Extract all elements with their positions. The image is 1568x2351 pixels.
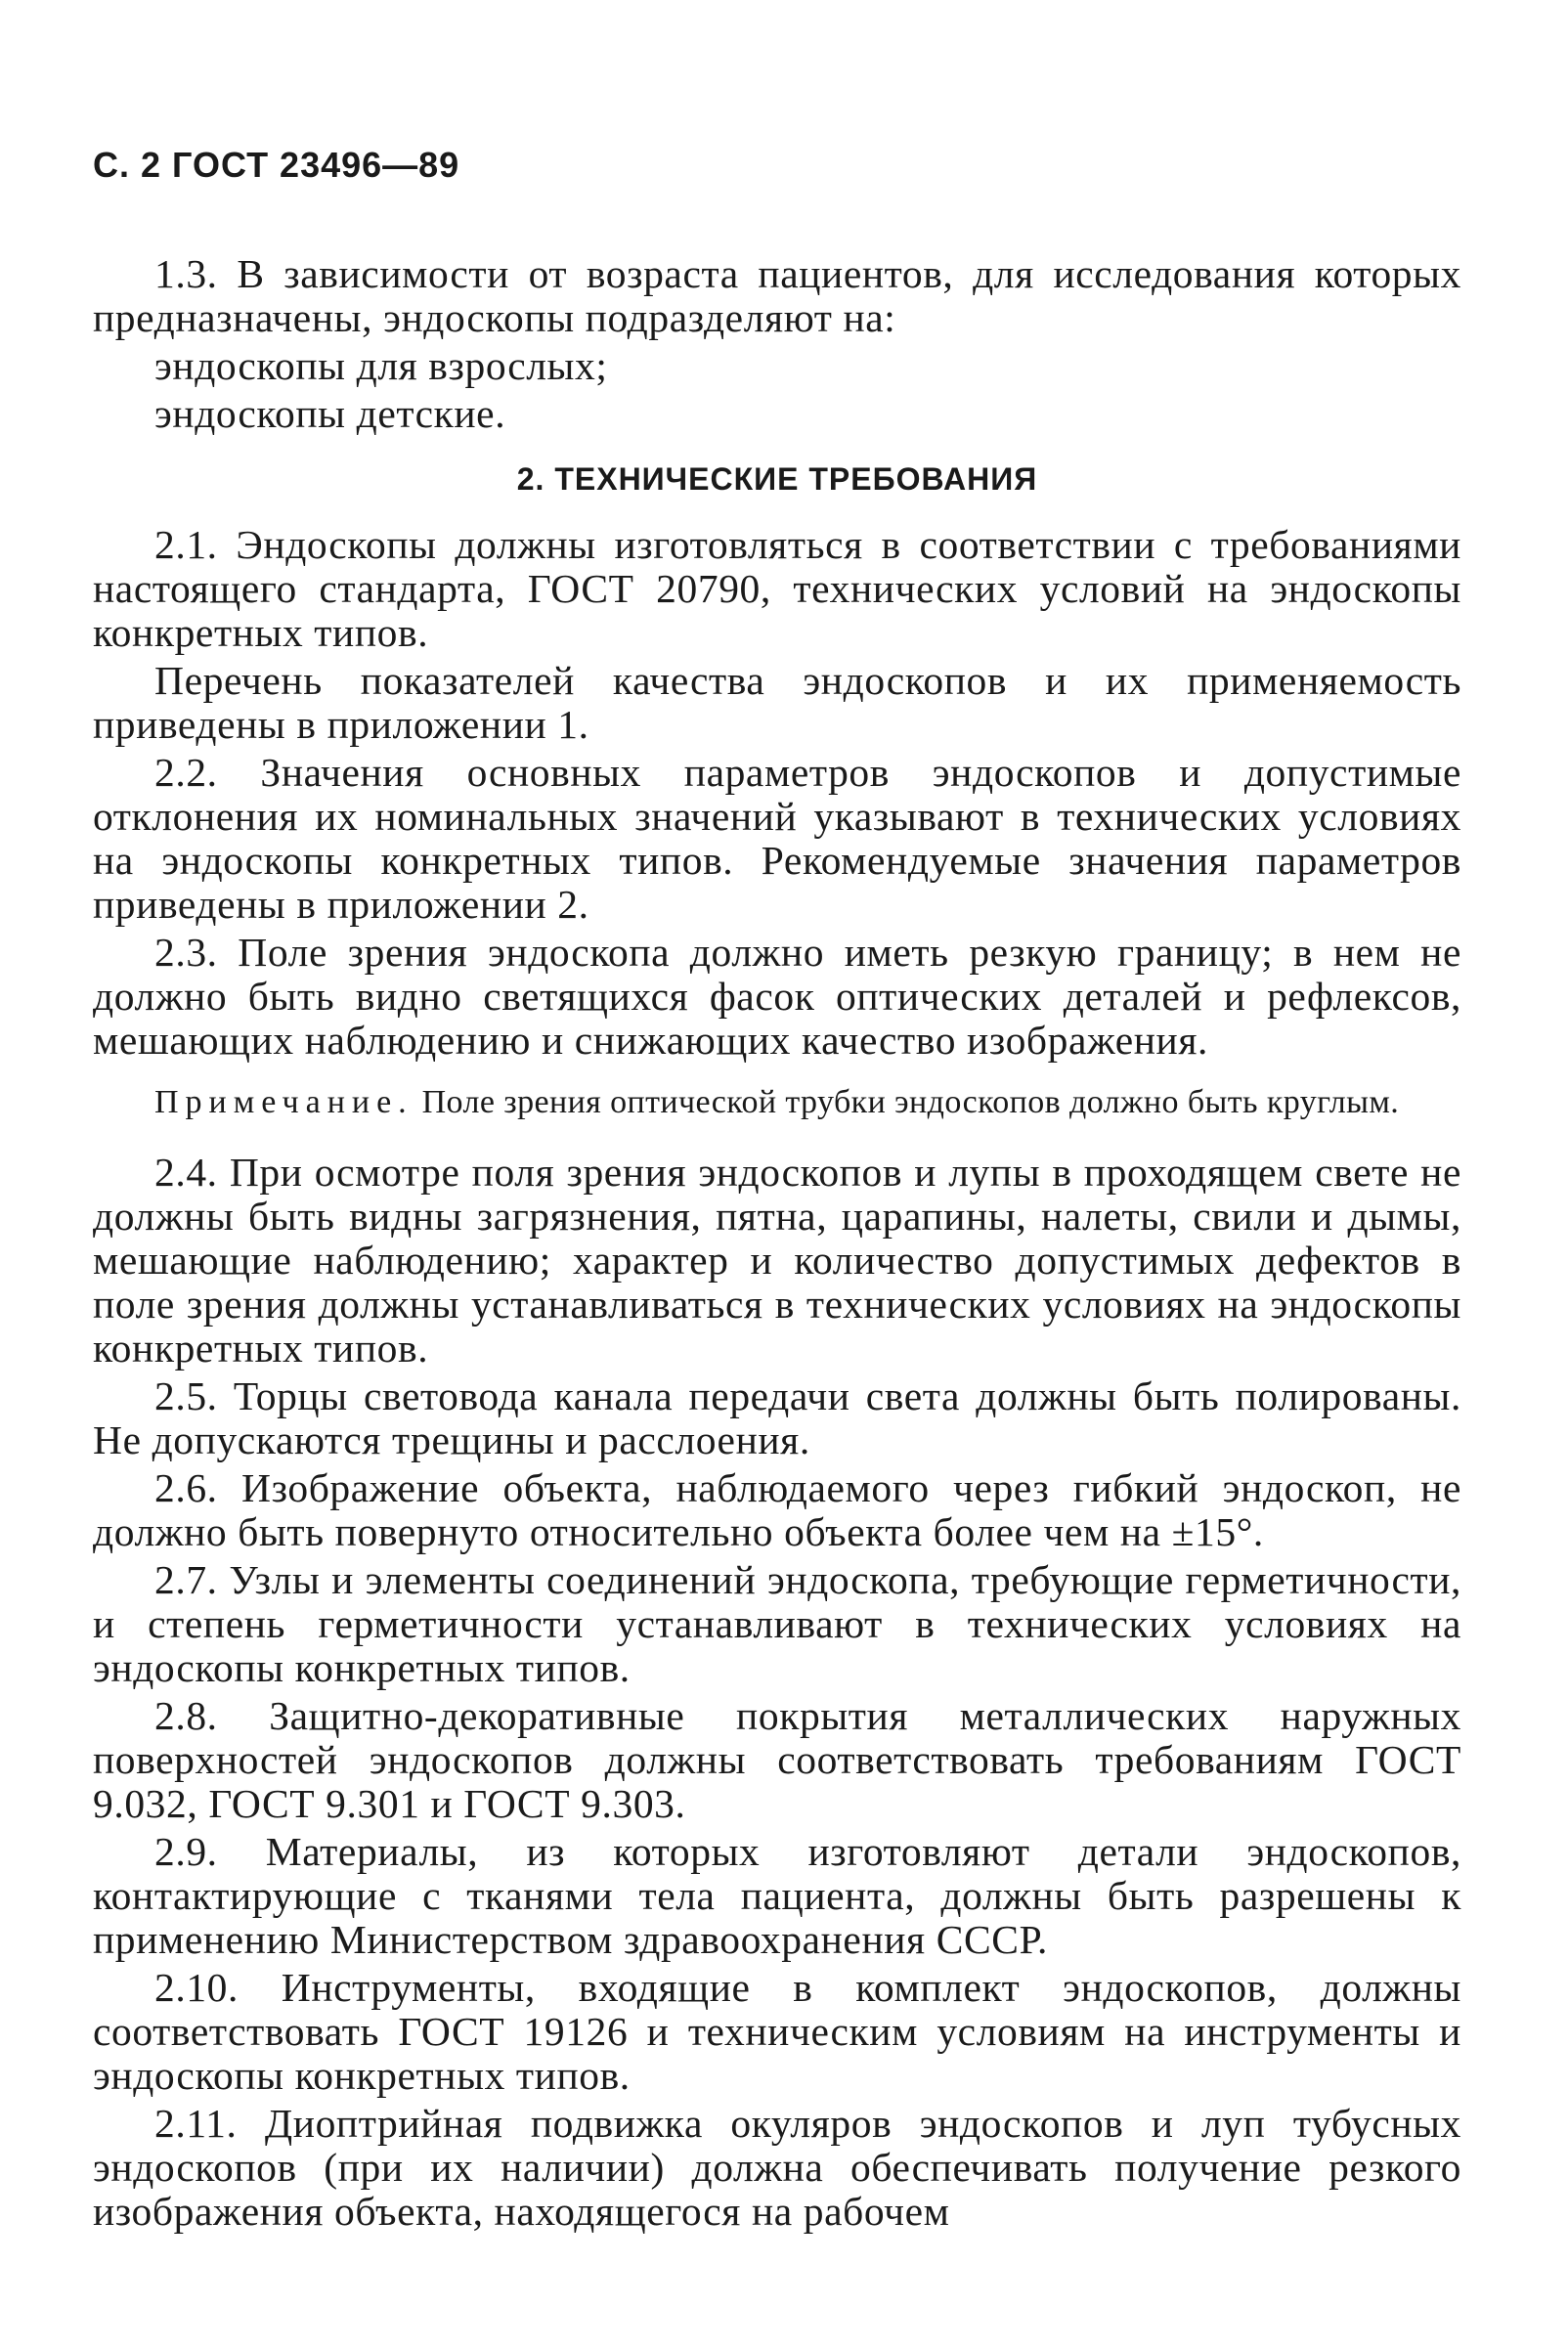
paragraph-2-1-list: Перечень показателей качества эндоскопов и их применяемость приведены в приложении 1. bbox=[93, 658, 1461, 747]
list-item-adults: эндоскопы для взрослых; bbox=[154, 343, 608, 388]
paragraph-2-4: 2.4. При осмотре поля зрения эндоскопов и лупы в проходящем свете не должны быть видны загрязнения, пятна, царапины, налеты, свили и дымы, мешающие наблюдению; характер и количество допустимых дефектов в поле зрения должны устанавливаться в технических условиях на эндоскопы конкретных типов. bbox=[93, 1150, 1461, 1371]
list-item-children: эндоскопы детские. bbox=[154, 391, 506, 436]
paragraph-2-6: 2.6. Изображение объекта, наблюдаемого через гибкий эндоскоп, не должно быть повернуто относительно объекта более чем на ±15°. bbox=[93, 1465, 1461, 1554]
note bbox=[93, 1084, 1461, 1121]
paragraph-2-9: 2.9. Материалы, из которых изготовляют детали эндоскопов, контактирующие с тканями тела пациента, должны быть разрешены к применению Министерством здравоохранения СССР. bbox=[93, 1829, 1461, 1962]
section-title: 2. ТЕХНИЧЕСКИЕ ТРЕБОВАНИЯ bbox=[516, 461, 1038, 497]
intro-block bbox=[93, 252, 1461, 436]
section-body-2 bbox=[93, 1151, 1461, 2234]
paragraph-1-3: 1.3. В зависимости от возраста пациентов, для исследования которых предназначены, эндоскопы подразделяют на: bbox=[93, 251, 1461, 340]
paragraph-2-7: 2.7. Узлы и элементы соединений эндоскопа, требующие герметичности, и степень герметичности устанавливают в технических условиях на эндоскопы конкретных типов. bbox=[93, 1557, 1461, 1690]
paragraph-2-8: 2.8. Защитно-декоративные покрытия металлических наружных поверхностей эндоскопов должны соответствовать требованиям ГОСТ 9.032, ГОСТ 9.301 и ГОСТ 9.303. bbox=[93, 1693, 1461, 1826]
note-label: Примечание. bbox=[154, 1084, 414, 1120]
note-text: Поле зрения оптической трубки эндоскопов должно быть круглым. bbox=[421, 1084, 1400, 1120]
section-body bbox=[93, 523, 1461, 1063]
page-header: С. 2 ГОСТ 23496—89 bbox=[93, 145, 460, 185]
paragraph-2-2: 2.2. Значения основных параметров эндоскопов и допустимые отклонения их номинальных значений указывают в технических условиях на эндоскопы конкретных типов. Рекомендуемые значения параметров приведены в приложении 2. bbox=[93, 750, 1461, 927]
document-page bbox=[93, 145, 1461, 2238]
paragraph-2-1: 2.1. Эндоскопы должны изготовляться в соответствии с требованиями настоящего стандарта, ГОСТ 20790, технических условий на эндоскопы конкретных типов. bbox=[93, 522, 1461, 655]
paragraph-2-10: 2.10. Инструменты, входящие в комплект эндоскопов, должны соответствовать ГОСТ 19126 и техническим условиям на инструменты и эндоскопы конкретных типов. bbox=[93, 1965, 1461, 2098]
paragraph-2-11: 2.11. Диоптрийная подвижка окуляров эндоскопов и луп тубусных эндоскопов (при их наличии) должна обеспечивать получение резкого изображения объекта, находящегося на рабочем bbox=[93, 2101, 1461, 2234]
paragraph-2-5: 2.5. Торцы световода канала передачи света должны быть полированы. Не допускаются трещины и расслоения. bbox=[93, 1373, 1461, 1462]
paragraph-2-3: 2.3. Поле зрения эндоскопа должно иметь резкую границу; в нем не должно быть видно светящихся фасок оптических деталей и рефлексов, мешающих наблюдению и снижающих качество изображения. bbox=[93, 930, 1461, 1063]
